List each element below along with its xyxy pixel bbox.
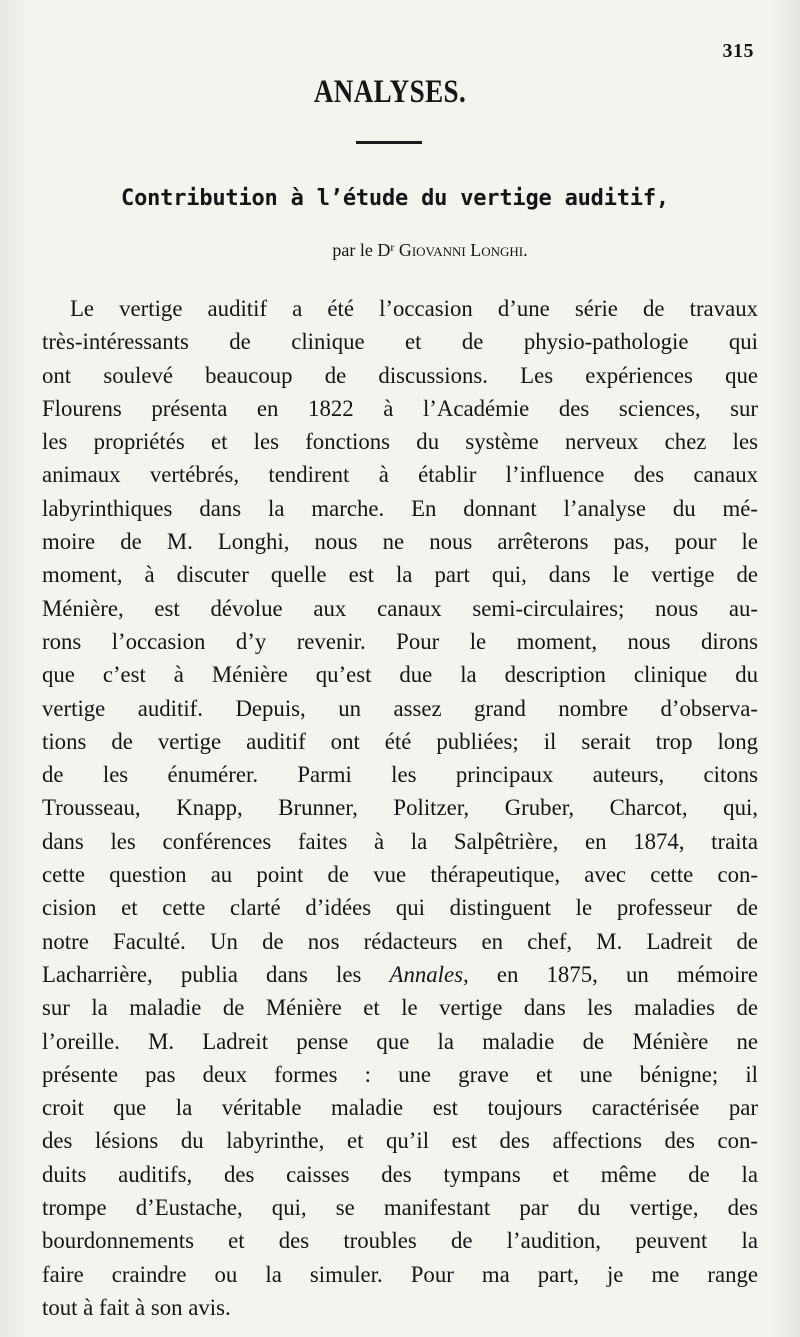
body-line: moire de M. Longhi, nous ne nous arrêterons pas, pour le xyxy=(42,529,758,555)
body-line: labyrinthiques dans la marche. En donnant l’analyse du mé- xyxy=(42,495,758,521)
body-line: des lésions du labyrinthe, et qu’il est des affections des con- xyxy=(42,1128,758,1154)
annales-italic: Annales, xyxy=(389,961,469,987)
page-number: 315 xyxy=(722,40,754,62)
body-line: présente pas deux formes : une grave et une bénigne; il xyxy=(42,1061,758,1087)
article-title: Contribution à l’étude du vertige auditif, xyxy=(121,186,669,211)
body-line: cette question au point de vue thérapeutique, avec cette con- xyxy=(42,862,758,888)
body-line: bourdonnements et des troubles de l’audition, peuvent la xyxy=(42,1228,758,1254)
title-divider xyxy=(356,141,422,144)
body-line: tions de vertige auditif ont été publiées; il serait trop long xyxy=(42,728,758,754)
byline xyxy=(0,240,800,261)
body-line: rons l’occasion d’y revenir. Pour le moment, nous dirons xyxy=(42,628,758,654)
body-line: vertige auditif. Depuis, un assez grand nombre d’observa- xyxy=(42,695,758,721)
body-line: les propriétés et les fonctions du système nerveux chez les xyxy=(42,429,758,455)
body-line: Flourens présenta en 1822 à l’Académie des sciences, sur xyxy=(42,395,758,421)
body-line: ont soulevé beaucoup de discussions. Les expériences que xyxy=(42,362,758,388)
body-line: Ménière, est dévolue aux canaux semi-circulaires; nous au- xyxy=(42,595,758,621)
body-line: cision et cette clarté d’idées qui distinguent le professeur de xyxy=(42,895,758,921)
section-title: ANALYSES. xyxy=(313,74,467,110)
body-line-segment: en 1875, un mémoire xyxy=(496,961,758,987)
body-line: Trousseau, Knapp, Brunner, Politzer, Gruber, Charcot, qui, xyxy=(42,795,758,821)
body-line: duits auditifs, des caisses des tympans et même de la xyxy=(42,1161,758,1187)
byline-superscript: r xyxy=(390,240,395,254)
body-line: Le vertige auditif a été l’occasion d’une série de travaux xyxy=(70,296,758,321)
body-line: dans les conférences faites à la Salpêtrière, en 1874, traita xyxy=(42,828,758,854)
byline-author: Giovanni Longhi. xyxy=(398,240,528,260)
body-line: faire craindre ou la simuler. Pour ma part, je me range xyxy=(42,1261,758,1287)
article-body xyxy=(42,292,758,1324)
body-line: de les énumérer. Parmi les principaux auteurs, citons xyxy=(42,762,758,788)
body-line: trompe d’Eustache, qui, se manifestant par du vertige, des xyxy=(42,1195,758,1221)
body-line-annales xyxy=(42,958,758,991)
body-line: très-intéressants de clinique et de physio-pathologie qui xyxy=(42,329,758,355)
body-line-segment: Lacharrière, publia dans les xyxy=(42,961,362,987)
body-line: animaux vertébrés, tendirent à établir l’influence des canaux xyxy=(42,462,758,488)
body-line: tout à fait à son avis. xyxy=(42,1294,231,1320)
body-line: notre Faculté. Un de nos rédacteurs en chef, M. Ladreit de xyxy=(42,928,758,954)
body-line: sur la maladie de Ménière et le vertige dans les maladies de xyxy=(42,995,758,1021)
byline-prefix: par le D xyxy=(332,240,391,260)
body-line: moment, à discuter quelle est la part qui, dans le vertige de xyxy=(42,562,758,588)
body-line: que c’est à Ménière qu’est due la description clinique du xyxy=(42,662,758,688)
body-line: croit que la véritable maladie est toujours caractérisée par xyxy=(42,1095,758,1121)
body-line: l’oreille. M. Ladreit pense que la maladie de Ménière ne xyxy=(42,1028,758,1054)
